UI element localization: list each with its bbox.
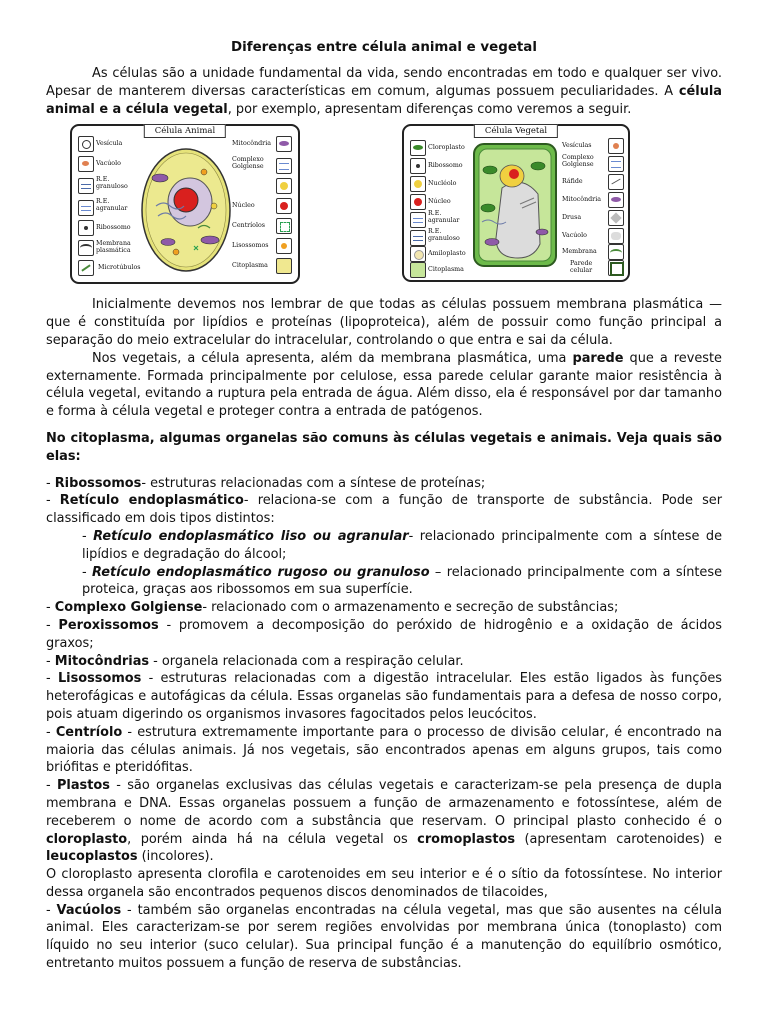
membrana-icon: [78, 240, 94, 256]
animal-label-vacuolo: Vacúolo: [96, 160, 121, 168]
plant-label-amiloplasto: Amiloplasto: [428, 250, 466, 258]
animal-label-nucleo: Núcleo: [232, 202, 255, 210]
plant-label-re-agranular: R.E. agranular: [428, 210, 460, 225]
ribossomo-icon: [78, 220, 94, 236]
animal-label-re-agranular: R.E. agranular: [96, 198, 128, 213]
term-ribossomos: Ribossomos: [54, 475, 142, 491]
parede-text-c: que a reveste externamente. Formada principalmente por celulose, essa parede celular garante maior resistência à célula vegetal, evitando a ruptura pela entrada de água. Além disso, ela é responsável por dar tamanho e forma à célula vegetal e proteger contra a entrada de patógenos.: [46, 350, 722, 420]
intro-paragraph: [46, 65, 722, 118]
plant-citoplasma-icon: [410, 262, 426, 278]
term-cloroplasto: cloroplasto: [46, 831, 128, 847]
list-item-ribossomos: - Ribossomos- estruturas relacionadas com a síntese de proteínas;: [46, 475, 486, 491]
golgi-icon: [276, 158, 292, 174]
document-page: [46, 40, 722, 973]
paragraph-parede: [46, 350, 722, 421]
plant-mitocondria-icon: [608, 192, 624, 208]
plant-label-nucleolo: Nucléolo: [428, 180, 457, 188]
plant-cell-title: Célula Vegetal: [474, 124, 558, 138]
animal-label-microtubulos: Microtúbulos: [98, 264, 141, 272]
plant-re-granuloso-icon: [410, 230, 426, 246]
plant-cell-illustration: [472, 142, 558, 268]
plant-golgi-icon: [608, 156, 624, 172]
term-plastos: Plastos: [56, 778, 110, 794]
animal-label-centriolos: Centríolos: [232, 222, 265, 230]
microtubulos-icon: [78, 260, 94, 276]
plant-label-rafide: Ráfide: [562, 178, 583, 186]
cloroplasto-icon: [410, 140, 426, 156]
plant-cell-figure: [402, 124, 630, 282]
list-item-reticulo-rugoso: - Retículo endoplasmático rugoso ou granuloso – relacionado principalmente com a síntese proteica, graças aos ribossomos em sua superfície.: [82, 564, 723, 598]
animal-label-citoplasma: Citoplasma: [232, 262, 268, 270]
plant-label-drusa: Drusa: [562, 214, 582, 222]
list-item-golgi: - Complexo Golgiense- relacionado com o armazenamento e secreção de substâncias;: [46, 600, 619, 616]
term-reticulo-liso: Retículo endoplasmático liso ou agranular: [93, 528, 409, 544]
term-cromoplastos: cromoplastos: [417, 831, 516, 847]
term-reticulo: Retículo endoplasmático: [59, 493, 244, 509]
text-centriolo: - estrutura extremamente importante para o processo de divisão celular, é encontrado na maioria das células animais. Já nos vegetais, são encontrados apenas em alguns grupos, tais como briófitas e pteridófitas.: [46, 724, 722, 776]
plant-label-nucleo: Núcleo: [428, 198, 451, 206]
parede-term: parede: [572, 350, 624, 366]
term-peroxissomos: Peroxissomos: [58, 617, 159, 633]
list-item-plastos: - Plastos - são organelas exclusivas das células vegetais e caracterizam-se pela presença de dupla membrana e DNA. Essas organelas possuem a função de armazenamento e fotossíntese, além de receberem o nome de acordo com a substância que reservam. O principal plasto conhecido é o cloroplasto, porém ainda há na célula vegetal os cromoplastos (apresentam carotenoides) e leucoplastos (incolores).: [46, 778, 723, 865]
text-plastos-a: - são organelas exclusivas das células vegetais e caracterizam-se pela presença de dupla membrana e DNA. Essas organelas possuem a função de armazenamento e fotossíntese, além de receberem o nome de acordo com a substância que reservam. O principal plasto conhecido é o: [46, 778, 723, 829]
text-peroxissomos: - promovem a decomposição do peróxido de hidrogênio e a oxidação de ácidos graxos;: [46, 617, 722, 651]
animal-cell-title: Célula Animal: [144, 124, 226, 138]
plant-re-agranular-icon: [410, 212, 426, 228]
term-vacuolos: Vacúolos: [56, 902, 122, 918]
nucleo-icon: [276, 178, 292, 194]
plant-label-citoplasma: Citoplasma: [428, 266, 464, 274]
text-lisossomos: - estruturas relacionadas com a digestão intracelular. Eles estão ligados às funções heterofágicas e autofágicas da célula. Essas organelas são fundamentais para a defesa de nosso corpo, pois atuam digerindo os organismos invasores fagocitados pelos leucócitos.: [46, 671, 722, 722]
vacuolo-icon: [78, 156, 94, 172]
term-golgi: Complexo Golgiense: [54, 600, 203, 616]
list-item-peroxissomos: - Peroxissomos - promovem a decomposição do peróxido de hidrogênio e a oxidação de ácidos graxos;: [46, 617, 722, 651]
mitocondria-icon: [276, 136, 292, 152]
paragraph-membrana: Inicialmente devemos nos lembrar de que todas as células possuem membrana plasmática — que é constituída por lipídios e proteínas (lipoproteica), além de possuir como função principal a separação do meio extracelular do intracelular, controlando o que entra e sai da célula.: [46, 297, 722, 348]
term-centriolo: Centríolo: [55, 724, 123, 740]
text-mitocondrias: - organela relacionada com a respiração celular.: [149, 653, 464, 669]
nucleolo-icon: [276, 198, 292, 214]
list-item-vacuolos: - Vacúolos - também são organelas encontradas na célula vegetal, mas que são ausentes na célula animal. Eles caracterizam-se por serem regiões envolvidas por membrana única (tonoplasto) com líquido no seu interior (suco celular). Sua principal função é a manutenção do equilíbrio osmótico, entretanto muitos possuem a função de reserva de substâncias.: [46, 902, 723, 972]
plant-membrana-icon: [608, 244, 624, 260]
animal-label-lisossomos: Lisossomos: [232, 242, 269, 250]
list-item-mitocondrias: - Mitocôndrias - organela relacionada com a respiração celular.: [46, 653, 464, 669]
plant-label-vacuolo: Vacúolo: [562, 232, 587, 240]
parede-celular-icon: [608, 260, 624, 276]
plant-label-re-granuloso: R.E. granuloso: [428, 228, 460, 243]
plant-ribossomo-icon: [410, 158, 426, 174]
centriolos-icon: [276, 218, 292, 234]
lisossomos-icon: [276, 238, 292, 254]
text-plastos-b: , porém ainda há na célula vegetal os: [127, 831, 418, 847]
vesicula-icon: [78, 136, 94, 152]
plant-vacuolo-icon: [608, 228, 624, 244]
plant-label-cloroplasto: Cloroplasto: [428, 144, 465, 152]
intro-text-a: As células são a unidade fundamental da vida, sendo encontradas em todo e qualquer ser vivo. Apesar de manterem diversas características em comum, algumas possuem peculiaridades. A: [46, 66, 722, 99]
amiloplasto-icon: [410, 246, 426, 262]
list-item-reticulo: - Retículo endoplasmático- relaciona-se com a função de transporte de substância. Pode ser classificado em dois tipos distintos:: [46, 493, 723, 527]
animal-label-mitocondria: Mitocôndria: [232, 140, 271, 148]
text-plastos-c: (apresentam carotenoides) e: [515, 831, 722, 847]
plant-label-membrana: Membrana: [562, 248, 597, 256]
plant-nucleolo-icon: [410, 176, 426, 192]
text-golgi: - relacionado com o armazenamento e secreção de substâncias;: [202, 600, 619, 616]
animal-cell-illustration: [138, 144, 234, 274]
animal-label-vesicula: Vesícula: [96, 140, 123, 148]
re-granuloso-icon: [78, 178, 94, 194]
plant-nucleo-icon: [410, 194, 426, 210]
animal-label-re-granuloso: R.E. granuloso: [96, 176, 128, 191]
plant-label-ribossomo: Ribossomo: [428, 162, 463, 170]
text-reticulo-liso: - relacionado principalmente com a síntese de lipídios e degradação do álcool;: [82, 528, 722, 562]
paragraph-cloroplasto: O cloroplasto apresenta clorofila e carotenoides em seu interior e é o sítio da fotossíntese. No interior dessa organela são encontrados pequenos discos denominados de tilacoides,: [46, 867, 722, 900]
plant-label-complexo-golgiense: Complexo Golgiense: [562, 154, 594, 169]
cell-figures: [46, 122, 722, 282]
document-title: Diferenças entre célula animal e vegetal: [231, 40, 537, 55]
term-leucoplastos: leucoplastos: [46, 849, 138, 865]
rafide-icon: [608, 174, 624, 190]
text-ribossomos: - estruturas relacionadas com a síntese de proteínas;: [141, 475, 486, 491]
parede-text-a: Nos vegetais, a célula apresenta, além da membrana plasmática, uma: [92, 350, 573, 366]
animal-label-complexo-golgiense: Complexo Golgiense: [232, 156, 264, 171]
text-reticulo: - relaciona-se com a função de transporte de substância. Pode ser classificado em dois tipos distintos:: [46, 493, 723, 527]
citoplasma-icon: [276, 258, 292, 274]
plant-label-parede-celular: Parede celular: [570, 260, 593, 275]
animal-cell-figure: [70, 124, 300, 284]
term-reticulo-rugoso: Retículo endoplasmático rugoso ou granuloso: [92, 564, 430, 580]
plant-label-mitocondria: Mitocôndria: [562, 196, 601, 204]
re-agranular-icon: [78, 200, 94, 216]
intro-text-bold: célula animal e a célula vegetal: [46, 83, 722, 117]
text-reticulo-rugoso: – relacionado principalmente com a síntese proteica, graças aos ribossomos em sua superfície.: [82, 564, 723, 598]
term-mitocondrias: Mitocôndrias: [54, 653, 150, 669]
plant-label-vesiculas: Vesículas: [562, 142, 592, 150]
list-item-reticulo-liso: - Retículo endoplasmático liso ou agranular- relacionado principalmente com a síntese de lipídios e degradação do álcool;: [82, 528, 722, 562]
plant-vesiculas-icon: [608, 138, 624, 154]
animal-label-ribossomo: Ribossomo: [96, 224, 131, 232]
text-vacuolos: - também são organelas encontradas na célula vegetal, mas que são ausentes na célula animal. Eles caracterizam-se por serem regiões envolvidas por membrana única (tonoplasto) com líquido no seu interior (suco celular). Sua principal função é a manutenção do equilíbrio osmótico, entretanto muitos possuem a função de reserva de substâncias.: [46, 902, 723, 972]
list-item-centriolo: - Centríolo - estrutura extremamente importante para o processo de divisão celular, é encontrado na maioria das células animais. Já nos vegetais, são encontrados apenas em alguns grupos, tais como briófitas e pteridófitas.: [46, 724, 722, 776]
text-plastos-d: (incolores).: [137, 849, 214, 865]
intro-text-c: , por exemplo, apresentam diferenças como veremos a seguir.: [227, 101, 632, 117]
drusa-icon: [608, 210, 624, 226]
animal-label-membrana: Membrana plasmática: [96, 240, 131, 255]
term-lisossomos: Lisossomos: [57, 671, 142, 687]
list-item-lisossomos: - Lisossomos - estruturas relacionadas com a digestão intracelular. Eles estão ligados às funções heterofágicas e autofágicas da célula. Essas organelas são fundamentais para a defesa de nosso corpo, pois atuam digerindo os organismos invasores fagocitados pelos leucócitos.: [46, 671, 722, 722]
section-heading: No citoplasma, algumas organelas são comuns às células vegetais e animais. Veja quais são elas:: [46, 430, 722, 464]
